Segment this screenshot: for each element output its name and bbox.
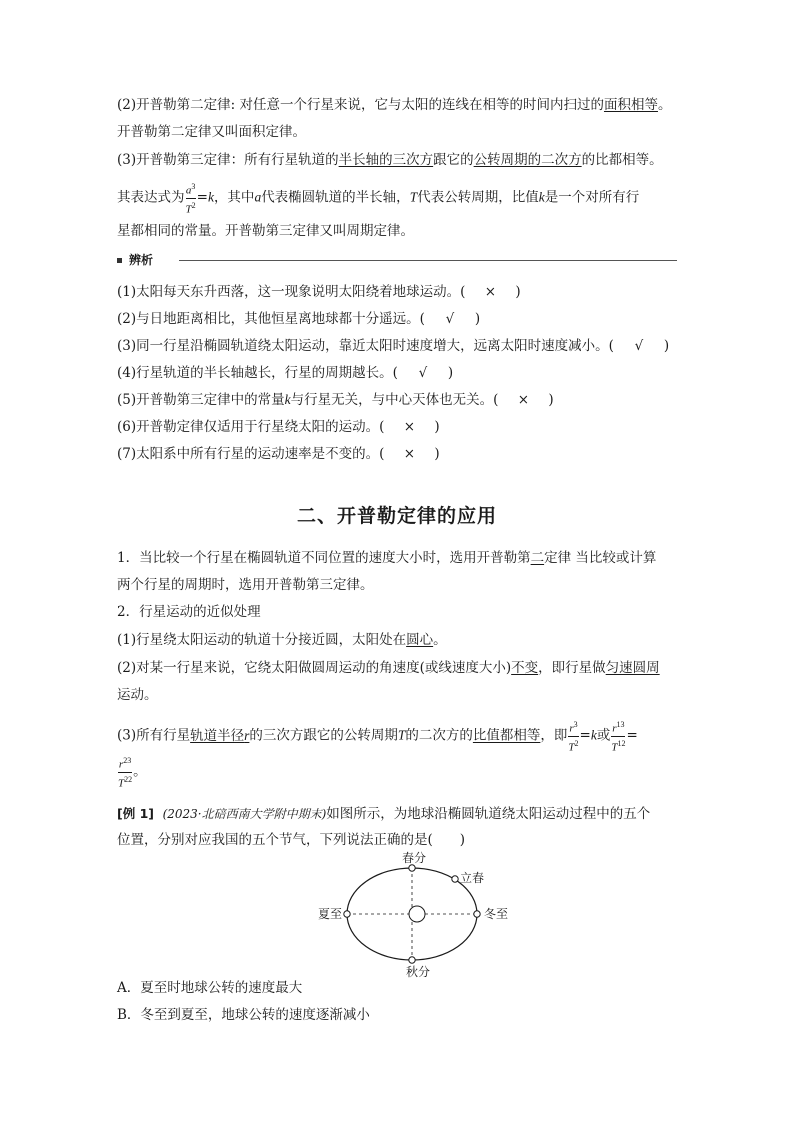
app-p5 xyxy=(117,718,638,754)
app-p1 xyxy=(117,548,656,568)
app-text: ，即 xyxy=(540,727,568,744)
bianxi-header xyxy=(117,253,677,267)
judgment-text: (2)与日地距离相比，其他恒星离地球都十分遥远。( xyxy=(117,311,425,327)
law3-text: 代表公转周期，比值 xyxy=(417,189,539,206)
app-underline-text: 轨道半径 xyxy=(190,727,245,744)
frac-num-exp: 23 xyxy=(123,756,132,765)
app-p4-line2: 运动。 xyxy=(117,687,158,703)
app-p2: 2．行星运动的近似处理 xyxy=(117,604,261,620)
law3-text-c: 的比都相等。 xyxy=(581,152,663,168)
var-k: k xyxy=(207,189,214,205)
frac-den-exp: 2 xyxy=(574,738,579,748)
equals: = xyxy=(579,727,591,744)
judgment-text: (7)太阳系中所有行星的运动速率是不变的。( xyxy=(117,446,385,462)
app-p5-line2 xyxy=(117,754,147,790)
app-underline: 比值都相等 xyxy=(472,727,541,744)
section-title: 二、开普勒定律的应用 xyxy=(296,505,497,527)
judgment-text: (6)开普勒定律仅适用于行星绕太阳的运动。( xyxy=(117,419,385,435)
frac-num: r xyxy=(118,758,124,771)
law2-end: 。 xyxy=(657,97,672,113)
label-spring: 春分 xyxy=(402,851,427,865)
example-line1 xyxy=(117,804,650,824)
app-text: (1)行星绕太阳运动的轨道十分接近圆，太阳处在 xyxy=(117,632,407,648)
equals: = xyxy=(196,189,208,206)
paren-close: ) xyxy=(434,446,440,462)
judgment-mark: × xyxy=(484,284,497,300)
divider xyxy=(179,260,677,261)
app-p3 xyxy=(117,630,447,650)
formula-r1-T1 xyxy=(611,718,625,754)
judgment-item xyxy=(117,336,669,356)
law3-formula xyxy=(186,180,196,216)
option-b: B．冬至到夏至，地球公转的速度逐渐减小 xyxy=(117,1007,370,1023)
var-r: r xyxy=(244,727,250,743)
var-k: k xyxy=(538,189,545,205)
example-text: 如图所示，为地球沿椭圆轨道绕太阳运动过程中的五个 xyxy=(326,806,651,822)
app-text: 的三次方跟它的公转周期 xyxy=(249,727,398,744)
label-lichun: 立春 xyxy=(460,871,485,885)
app-underline: 二 xyxy=(530,550,545,566)
law3-text: ，其中 xyxy=(213,189,255,206)
frac-den: T xyxy=(611,741,618,754)
earth-spring-point xyxy=(409,865,415,871)
law3-text: 代表椭圆轨道的半长轴， xyxy=(261,189,410,206)
law3-line3: 星都相同的常量。开普勒第三定律又叫周期定律。 xyxy=(117,223,414,239)
law2-line2: 开普勒第二定律又叫面积定律。 xyxy=(117,124,306,140)
judgment-item xyxy=(117,363,453,383)
app-text: (2)对某一行星来说，它绕太阳做圆周运动的角速度(或线速度大小) xyxy=(117,660,512,676)
law3-text: 是一个对所有行 xyxy=(544,189,640,206)
frac-den-exp: 22 xyxy=(124,774,133,784)
frac-den-exp: 12 xyxy=(617,738,626,748)
earth-autumn-point xyxy=(409,957,415,963)
judgment-mark: × xyxy=(403,419,416,435)
judgment-item xyxy=(117,390,554,410)
sun-icon xyxy=(409,906,425,922)
judgment-text: (1)太阳每天东升西落，这一现象说明太阳绕着地球运动。( xyxy=(117,284,466,300)
judgment-mark: √ xyxy=(445,311,455,327)
frac-den: T xyxy=(118,777,125,790)
frac-num-exp: 13 xyxy=(616,720,625,729)
app-text: (3)所有行星 xyxy=(117,727,191,744)
app-text: 当比较或计算 xyxy=(575,550,657,566)
label-winter: 冬至 xyxy=(484,907,509,921)
formula-r2-T2 xyxy=(118,754,132,790)
law3-line2 xyxy=(117,180,639,216)
law3-line1 xyxy=(117,150,663,170)
judgment-mark: × xyxy=(517,392,530,408)
paren-close: ) xyxy=(447,365,454,381)
example-line2: 位置，分别对应我国的五个节气，下列说法正确的是( ) xyxy=(117,832,466,848)
app-underline xyxy=(190,728,249,744)
label-summer: 夏至 xyxy=(318,907,343,921)
label-autumn: 秋分 xyxy=(406,965,431,979)
frac-den-exp: 2 xyxy=(191,200,196,210)
frac-num: r xyxy=(569,722,574,735)
earth-lichun-point xyxy=(452,876,458,882)
law3-text-a: (3)开普勒第三定律：所有行星轨道的 xyxy=(117,152,339,168)
app-p1-line2: 两个行星的周期时，选用开普勒第三定律。 xyxy=(117,577,374,593)
judgment-mark: √ xyxy=(418,365,428,381)
app-text: 。 xyxy=(133,763,147,780)
paren-close: ) xyxy=(434,419,440,435)
judgment-text: (4)行星轨道的半长轴越长，行星的周期越长。( xyxy=(117,365,398,381)
judgment-item xyxy=(117,444,440,464)
paren-close: ) xyxy=(663,338,670,354)
frac-den: T xyxy=(568,741,575,754)
earth-summer-point xyxy=(344,911,350,917)
example-source: (2023·北碚西南大学附中期末) xyxy=(162,807,327,821)
app-text: 的二次方的 xyxy=(405,727,473,744)
law3-underline-1: 半长轴的三次方 xyxy=(338,152,434,168)
app-underline: 匀速圆周 xyxy=(605,660,660,676)
app-text: 或 xyxy=(596,727,611,744)
law2-underline: 面积相等 xyxy=(603,97,658,113)
app-underline: 圆心 xyxy=(406,632,434,648)
formula-r3-T2 xyxy=(568,718,578,754)
app-text: 。 xyxy=(433,632,447,648)
law2-line1 xyxy=(117,95,671,115)
var-k: k xyxy=(284,392,291,407)
judgment-item xyxy=(117,309,480,329)
law3-text-b: 跟它的 xyxy=(433,152,474,168)
judgment-item xyxy=(117,417,440,437)
judgment-mark: √ xyxy=(634,338,644,354)
judgment-text: (5)开普勒第三定律中的常量 xyxy=(117,392,285,408)
orbit-diagram xyxy=(300,851,509,979)
option-a: A．夏至时地球公转的速度最大 xyxy=(117,980,303,996)
judgment-text: (3)同一行星沿椭圆轨道绕太阳运动，靠近太阳时速度增大，远离太阳时速度减小。( xyxy=(117,338,614,354)
frac-num: r xyxy=(612,722,617,735)
app-text: 定律 xyxy=(544,550,572,566)
var-T: T xyxy=(409,189,418,205)
frac-num-exp: 3 xyxy=(573,720,578,729)
app-text: 1．当比较一个行星在椭圆轨道不同位置的速度大小时，选用开普勒第 xyxy=(117,550,531,566)
paren-close: ) xyxy=(548,392,554,408)
law2-text: (2)开普勒第二定律: 对任意一个行星来说，它与太阳的连线在相等的时间内扫过的 xyxy=(117,97,604,113)
app-p4 xyxy=(117,658,660,678)
app-text: ，即行星做 xyxy=(538,660,606,676)
frac-num: a xyxy=(185,184,192,197)
judgment-item xyxy=(117,282,521,302)
paren-close: ) xyxy=(515,284,521,300)
frac-num-exp: 3 xyxy=(191,182,196,191)
bianxi-label: 辨析 xyxy=(129,253,154,267)
paren-close: ) xyxy=(474,311,481,327)
app-underline: 不变 xyxy=(511,660,539,676)
var-k: k xyxy=(590,727,597,743)
frac-den: T xyxy=(185,203,192,216)
var-a: a xyxy=(254,189,262,205)
law3-underline-2: 公转周期的二次方 xyxy=(473,152,582,168)
law3-expr-intro: 其表达式为 xyxy=(117,189,185,206)
equals: = xyxy=(626,727,638,744)
earth-winter-point xyxy=(474,911,480,917)
var-T: T xyxy=(397,727,406,743)
judgment-mark: × xyxy=(403,446,416,462)
square-bullet-icon xyxy=(117,258,122,263)
judgment-text: 与行星无关，与中心天体也无关。( xyxy=(290,392,499,408)
example-label: [例 1] xyxy=(117,806,154,821)
